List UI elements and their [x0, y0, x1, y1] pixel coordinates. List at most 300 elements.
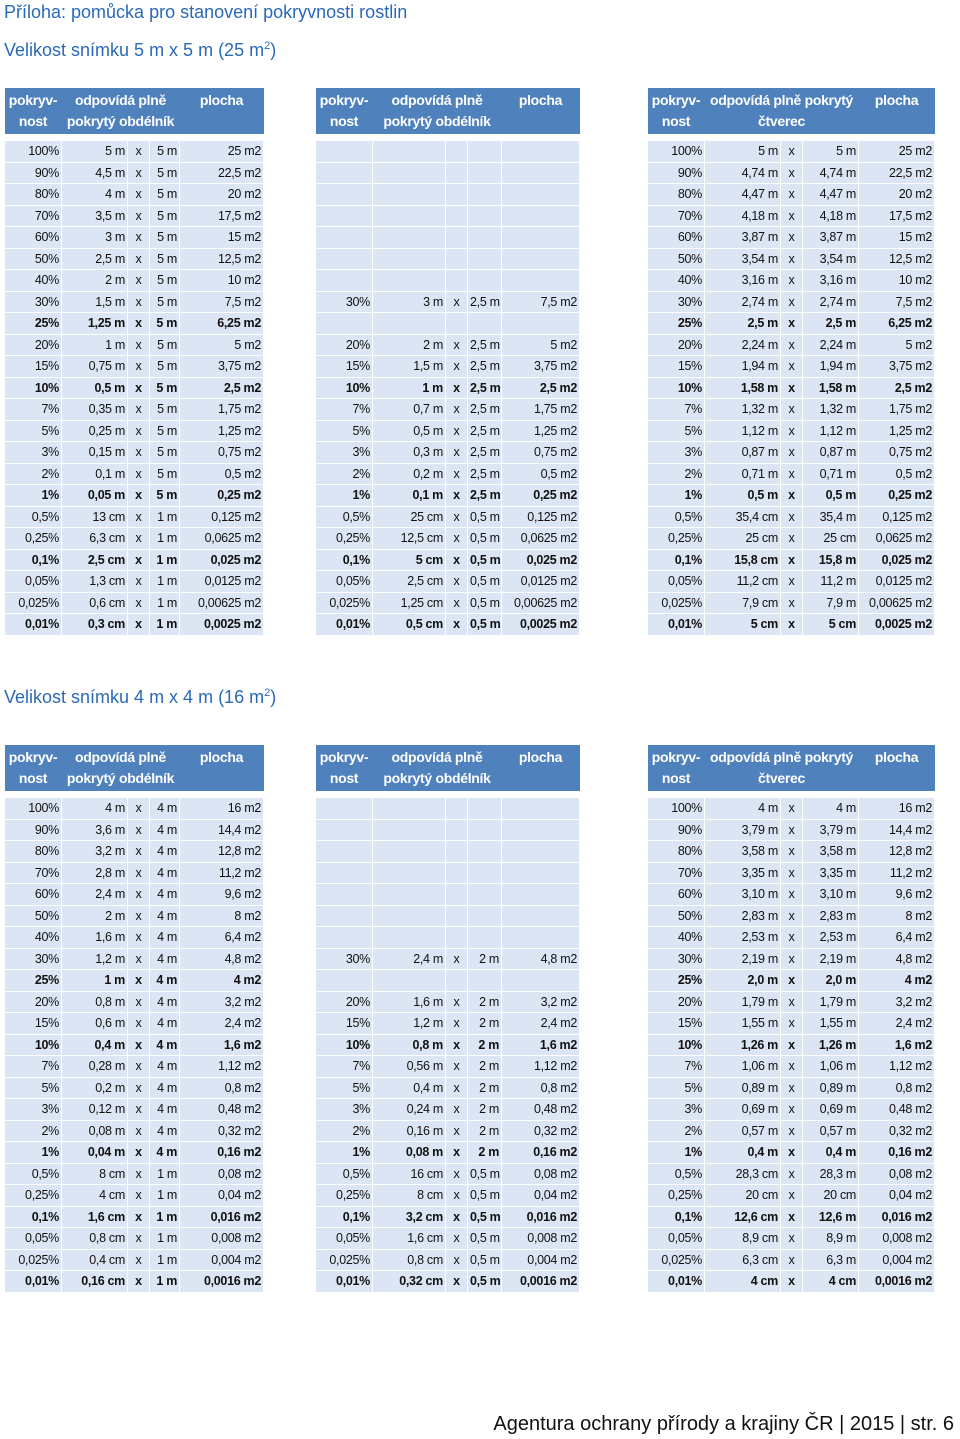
- cell-cover: 15%: [316, 356, 373, 378]
- cell-side-b: 1 m: [150, 1185, 180, 1207]
- coverage-table-1-2: [315, 88, 580, 636]
- cell-side-a: 0,87 m: [705, 442, 781, 464]
- table-row: [5, 184, 264, 206]
- cell-cover: 5%: [648, 1077, 705, 1099]
- table-row: [648, 205, 935, 227]
- cell-times: x: [781, 862, 803, 884]
- cell-side-b: 4 m: [150, 841, 180, 863]
- cell-times: x: [781, 970, 803, 992]
- table-row: [648, 227, 935, 249]
- table-row: [316, 1099, 580, 1121]
- header-cover: pokryv- nost: [648, 745, 705, 791]
- cell-times: x: [128, 442, 150, 464]
- cell-times: x: [781, 1249, 803, 1271]
- cell-side-b: 5 m: [150, 248, 180, 270]
- cell-side-a: [373, 227, 446, 249]
- table-row: [316, 819, 580, 841]
- cell-times: x: [128, 1271, 150, 1293]
- cell-cover: 2%: [316, 463, 373, 485]
- cell-side-a: 2,5 m: [705, 313, 781, 335]
- page-footer: Agentura ochrany přírody a krajiny ČR | 2015 | str. 6: [493, 1413, 954, 1435]
- cell-side-a: 2,83 m: [705, 905, 781, 927]
- cell-times: x: [781, 334, 803, 356]
- cell-area: 1,6 m2: [502, 1034, 580, 1056]
- cell-times: x: [781, 571, 803, 593]
- table-row: [648, 970, 935, 992]
- cell-area: 20 m2: [859, 184, 935, 206]
- cell-cover: 5%: [5, 1077, 62, 1099]
- cell-side-b: 25 cm: [803, 528, 859, 550]
- cell-side-a: 3,54 m: [705, 248, 781, 270]
- cell-cover: [316, 270, 373, 292]
- cell-area: 0,48 m2: [180, 1099, 264, 1121]
- cell-area: 1,25 m2: [180, 420, 264, 442]
- cell-times: [446, 927, 468, 949]
- cell-side-b: 0,69 m: [803, 1099, 859, 1121]
- cell-times: x: [446, 991, 468, 1013]
- cell-cover: 1%: [5, 1142, 62, 1164]
- table-row: [5, 1013, 264, 1035]
- cell-area: [502, 205, 580, 227]
- table-row: [316, 485, 580, 507]
- cell-area: 1,25 m2: [502, 420, 580, 442]
- cell-area: 2,4 m2: [859, 1013, 935, 1035]
- cell-times: x: [781, 1271, 803, 1293]
- cell-side-a: 1,94 m: [705, 356, 781, 378]
- cell-times: x: [781, 798, 803, 820]
- cell-side-a: 1,55 m: [705, 1013, 781, 1035]
- cell-area: 22,5 m2: [859, 162, 935, 184]
- cell-area: 1,12 m2: [859, 1056, 935, 1078]
- cell-cover: 15%: [648, 356, 705, 378]
- cell-times: x: [128, 248, 150, 270]
- cell-side-a: 4,47 m: [705, 184, 781, 206]
- section-title-5m: Velikost snímku 5 m x 5 m (25 $m^2$): [4, 40, 277, 60]
- cell-area: 20 m2: [180, 184, 264, 206]
- cell-times: x: [781, 1013, 803, 1035]
- cell-area: 5 m2: [502, 334, 580, 356]
- cell-side-b: 2,5 m: [468, 442, 502, 464]
- cell-times: x: [446, 1077, 468, 1099]
- cell-cover: 0,025%: [5, 1249, 62, 1271]
- cell-times: x: [446, 1034, 468, 1056]
- cell-side-b: 0,5 m: [468, 1163, 502, 1185]
- cell-cover: 30%: [648, 948, 705, 970]
- cell-cover: 20%: [316, 334, 373, 356]
- cell-side-b: 1 m: [150, 571, 180, 593]
- cell-side-a: 0,69 m: [705, 1099, 781, 1121]
- cell-side-a: 3,35 m: [705, 862, 781, 884]
- cell-side-a: 0,4 m: [705, 1142, 781, 1164]
- cell-side-a: 0,8 cm: [62, 1228, 128, 1250]
- cell-cover: [316, 184, 373, 206]
- cell-cover: [316, 884, 373, 906]
- cell-cover: 100%: [5, 141, 62, 163]
- table-row: [316, 248, 580, 270]
- cell-times: x: [128, 377, 150, 399]
- cell-cover: 0,025%: [648, 592, 705, 614]
- cell-side-a: 25 cm: [705, 528, 781, 550]
- table-row: [316, 1120, 580, 1142]
- table-row: [316, 841, 580, 863]
- cell-times: x: [781, 420, 803, 442]
- cell-side-b: [468, 884, 502, 906]
- cell-area: 0,016 m2: [859, 1206, 935, 1228]
- table-row: [5, 270, 264, 292]
- table-row: [648, 549, 935, 571]
- cell-side-b: 2,53 m: [803, 927, 859, 949]
- cell-times: x: [446, 463, 468, 485]
- cell-side-b: [468, 162, 502, 184]
- table-row: [316, 162, 580, 184]
- cell-times: x: [446, 528, 468, 550]
- cell-area: 2,4 m2: [180, 1013, 264, 1035]
- cell-side-b: 2,5 m: [803, 313, 859, 335]
- cell-cover: 7%: [648, 399, 705, 421]
- cell-cover: 0,1%: [5, 549, 62, 571]
- cell-cover: 80%: [5, 841, 62, 863]
- table-row: [5, 248, 264, 270]
- cell-times: [446, 270, 468, 292]
- cell-times: x: [781, 205, 803, 227]
- table-row: [316, 991, 580, 1013]
- table-row: [648, 1206, 935, 1228]
- cell-side-b: [468, 927, 502, 949]
- cell-times: x: [781, 442, 803, 464]
- cell-times: x: [128, 463, 150, 485]
- cell-side-b: 4 m: [150, 927, 180, 949]
- cell-side-b: 0,5 m: [468, 592, 502, 614]
- cell-side-a: 5 cm: [705, 614, 781, 636]
- cell-area: 0,025 m2: [859, 549, 935, 571]
- header-rect: odpovídá plně pokrytý obdélník: [62, 88, 180, 134]
- cell-side-a: 13 cm: [62, 506, 128, 528]
- cell-side-b: 3,35 m: [803, 862, 859, 884]
- cell-area: 4,8 m2: [859, 948, 935, 970]
- cell-side-b: 0,5 m: [468, 528, 502, 550]
- cell-cover: [316, 313, 373, 335]
- cell-area: 14,4 m2: [180, 819, 264, 841]
- cell-cover: 1%: [316, 485, 373, 507]
- cell-side-a: 0,28 m: [62, 1056, 128, 1078]
- cell-side-a: 2,5 m: [62, 248, 128, 270]
- cell-cover: 60%: [5, 227, 62, 249]
- cell-times: x: [446, 948, 468, 970]
- cell-cover: 0,5%: [648, 506, 705, 528]
- cell-times: [446, 905, 468, 927]
- cell-times: x: [781, 1099, 803, 1121]
- cell-side-a: 0,7 m: [373, 399, 446, 421]
- cell-cover: 0,5%: [5, 1163, 62, 1185]
- cell-times: x: [446, 1206, 468, 1228]
- cell-side-a: 0,89 m: [705, 1077, 781, 1099]
- cell-area: 0,00625 m2: [180, 592, 264, 614]
- cell-side-b: 3,79 m: [803, 819, 859, 841]
- cell-side-a: 0,1 m: [373, 485, 446, 507]
- cell-side-b: 4 m: [150, 948, 180, 970]
- cell-cover: 3%: [316, 442, 373, 464]
- cell-side-b: 6,3 m: [803, 1249, 859, 1271]
- cell-times: x: [781, 1142, 803, 1164]
- cell-cover: 0,1%: [316, 549, 373, 571]
- cell-side-b: 5 cm: [803, 614, 859, 636]
- cell-side-b: 5 m: [150, 184, 180, 206]
- table-row: [316, 970, 580, 992]
- cell-side-b: 4,47 m: [803, 184, 859, 206]
- cell-cover: 10%: [316, 1034, 373, 1056]
- cell-times: x: [128, 1249, 150, 1271]
- cell-times: x: [128, 1120, 150, 1142]
- table-row: [648, 313, 935, 335]
- cell-side-a: 16 cm: [373, 1163, 446, 1185]
- cell-area: 6,4 m2: [859, 927, 935, 949]
- cell-area: 5 m2: [180, 334, 264, 356]
- header-square: odpovídá plně pokrytý čtverec: [705, 745, 859, 791]
- cell-times: [446, 819, 468, 841]
- header-cover: pokryv- nost: [316, 88, 373, 134]
- cell-side-a: 4 m: [705, 798, 781, 820]
- table-row: [316, 463, 580, 485]
- cell-side-b: 2 m: [468, 991, 502, 1013]
- cell-area: 0,004 m2: [502, 1249, 580, 1271]
- cell-side-a: 11,2 cm: [705, 571, 781, 593]
- cell-side-b: 0,5 m: [468, 1249, 502, 1271]
- cell-area: 0,008 m2: [502, 1228, 580, 1250]
- table-row: [648, 927, 935, 949]
- cell-cover: 10%: [648, 1034, 705, 1056]
- cell-side-b: 2,5 m: [468, 291, 502, 313]
- cell-side-b: [468, 184, 502, 206]
- cell-times: x: [446, 485, 468, 507]
- cell-side-b: 12,6 m: [803, 1206, 859, 1228]
- cell-cover: 0,025%: [648, 1249, 705, 1271]
- cell-cover: 90%: [5, 162, 62, 184]
- table-row: [316, 442, 580, 464]
- table-row: [648, 184, 935, 206]
- cell-cover: 50%: [5, 905, 62, 927]
- cell-side-b: [468, 905, 502, 927]
- cell-side-a: 3,2 cm: [373, 1206, 446, 1228]
- table-row: [648, 1077, 935, 1099]
- cell-side-b: [468, 141, 502, 163]
- cell-side-b: 1 m: [150, 592, 180, 614]
- cell-side-b: 2,5 m: [468, 356, 502, 378]
- table-row: [648, 356, 935, 378]
- table-row: [316, 506, 580, 528]
- cell-times: x: [128, 227, 150, 249]
- cell-side-b: 5 m: [150, 356, 180, 378]
- cell-area: 0,25 m2: [180, 485, 264, 507]
- cell-area: 7,5 m2: [859, 291, 935, 313]
- cell-side-a: [373, 841, 446, 863]
- table-row: [316, 270, 580, 292]
- cell-times: x: [446, 356, 468, 378]
- cell-side-b: 5 m: [150, 442, 180, 464]
- cell-side-b: 1,58 m: [803, 377, 859, 399]
- cell-area: [502, 184, 580, 206]
- cell-times: [446, 205, 468, 227]
- table-row: [316, 927, 580, 949]
- cell-times: x: [781, 377, 803, 399]
- table-row: [648, 1228, 935, 1250]
- cell-times: x: [128, 819, 150, 841]
- cell-side-a: [373, 248, 446, 270]
- cell-cover: 2%: [5, 1120, 62, 1142]
- cell-times: [446, 841, 468, 863]
- cell-cover: 20%: [316, 991, 373, 1013]
- cell-side-a: [373, 862, 446, 884]
- cell-side-b: 2,5 m: [468, 420, 502, 442]
- cell-side-a: 2,4 m: [62, 884, 128, 906]
- table-row: [5, 377, 264, 399]
- cell-area: 1,12 m2: [180, 1056, 264, 1078]
- table-row: [5, 991, 264, 1013]
- cell-area: 11,2 m2: [859, 862, 935, 884]
- table-row: [316, 905, 580, 927]
- table-row: [316, 1077, 580, 1099]
- cell-side-a: 1,2 m: [373, 1013, 446, 1035]
- cell-side-b: 1,55 m: [803, 1013, 859, 1035]
- section-title-4m: Velikost snímku 4 m x 4 m (16 $m^2$): [4, 687, 277, 707]
- cell-area: [502, 927, 580, 949]
- cell-side-a: 1 m: [62, 970, 128, 992]
- cell-times: x: [781, 356, 803, 378]
- cell-side-b: 5 m: [150, 334, 180, 356]
- cell-area: 0,48 m2: [502, 1099, 580, 1121]
- cell-side-b: 1 m: [150, 614, 180, 636]
- coverage-table-2-1: [4, 745, 264, 1293]
- cell-times: x: [781, 1034, 803, 1056]
- cell-area: 0,32 m2: [859, 1120, 935, 1142]
- cell-side-a: 0,6 m: [62, 1013, 128, 1035]
- cell-area: 1,12 m2: [502, 1056, 580, 1078]
- cell-cover: 0,25%: [5, 1185, 62, 1207]
- cell-area: 0,75 m2: [502, 442, 580, 464]
- cell-area: 0,5 m2: [180, 463, 264, 485]
- cell-side-b: 5 m: [150, 270, 180, 292]
- cell-cover: 1%: [648, 1142, 705, 1164]
- cell-side-a: 4 m: [62, 184, 128, 206]
- cell-cover: 7%: [316, 1056, 373, 1078]
- cell-cover: 20%: [648, 991, 705, 1013]
- cell-side-b: 20 cm: [803, 1185, 859, 1207]
- table-row: [648, 1271, 935, 1293]
- cell-area: 0,0125 m2: [502, 571, 580, 593]
- cell-side-a: 0,25 m: [62, 420, 128, 442]
- cell-side-b: 1,79 m: [803, 991, 859, 1013]
- cell-area: 0,0125 m2: [859, 571, 935, 593]
- cell-times: [446, 227, 468, 249]
- cell-area: [502, 141, 580, 163]
- cell-times: x: [446, 1099, 468, 1121]
- table-row: [648, 905, 935, 927]
- cell-area: 0,0025 m2: [180, 614, 264, 636]
- cell-times: x: [128, 549, 150, 571]
- table-row: [5, 1034, 264, 1056]
- cell-side-b: 1,26 m: [803, 1034, 859, 1056]
- cell-times: x: [128, 205, 150, 227]
- cell-times: x: [781, 162, 803, 184]
- cell-cover: 100%: [5, 798, 62, 820]
- cell-area: 1,6 m2: [180, 1034, 264, 1056]
- cell-times: x: [781, 485, 803, 507]
- cell-side-a: 0,5 m: [373, 420, 446, 442]
- cell-side-b: 1,12 m: [803, 420, 859, 442]
- cell-times: x: [781, 592, 803, 614]
- table-row: [5, 905, 264, 927]
- cell-cover: 0,01%: [648, 614, 705, 636]
- cell-side-a: 0,3 m: [373, 442, 446, 464]
- cell-side-a: 2 m: [62, 270, 128, 292]
- cell-area: 4 m2: [180, 970, 264, 992]
- cell-times: x: [781, 248, 803, 270]
- cell-area: 0,25 m2: [502, 485, 580, 507]
- cell-side-a: 0,71 m: [705, 463, 781, 485]
- cell-side-b: 2 m: [468, 1056, 502, 1078]
- cell-side-b: 15,8 m: [803, 549, 859, 571]
- cell-area: [502, 862, 580, 884]
- table-row: [316, 227, 580, 249]
- cell-side-b: 5 m: [150, 485, 180, 507]
- cell-cover: 10%: [5, 377, 62, 399]
- table-row: [5, 485, 264, 507]
- cell-cover: 3%: [316, 1099, 373, 1121]
- cell-side-a: 35,4 cm: [705, 506, 781, 528]
- cell-cover: 0,1%: [648, 549, 705, 571]
- cell-side-b: 4 m: [150, 819, 180, 841]
- cell-cover: 7%: [5, 399, 62, 421]
- cell-times: x: [128, 162, 150, 184]
- cell-times: x: [128, 420, 150, 442]
- cell-area: 1,25 m2: [859, 420, 935, 442]
- cell-cover: 50%: [648, 905, 705, 927]
- cell-side-a: 4,18 m: [705, 205, 781, 227]
- cell-side-b: 4,18 m: [803, 205, 859, 227]
- cell-side-a: 2,24 m: [705, 334, 781, 356]
- cell-cover: 1%: [648, 485, 705, 507]
- cell-area: 0,16 m2: [180, 1142, 264, 1164]
- cell-area: 0,016 m2: [180, 1206, 264, 1228]
- table-row: [316, 948, 580, 970]
- cell-area: 0,00625 m2: [859, 592, 935, 614]
- cell-area: 10 m2: [180, 270, 264, 292]
- cell-times: x: [781, 270, 803, 292]
- cell-times: x: [128, 1099, 150, 1121]
- header-area: plocha: [502, 88, 580, 134]
- cell-cover: [316, 841, 373, 863]
- cell-times: x: [446, 1142, 468, 1164]
- cell-side-b: 11,2 m: [803, 571, 859, 593]
- cell-area: 0,08 m2: [502, 1163, 580, 1185]
- table-header-row: [648, 88, 935, 134]
- cell-side-a: [373, 184, 446, 206]
- cell-side-b: 35,4 m: [803, 506, 859, 528]
- cell-side-b: 2 m: [468, 1034, 502, 1056]
- cell-side-b: [468, 862, 502, 884]
- table-row: [5, 1271, 264, 1293]
- table-row: [316, 571, 580, 593]
- cell-side-a: 0,4 m: [62, 1034, 128, 1056]
- cell-cover: 25%: [648, 970, 705, 992]
- cell-times: x: [446, 549, 468, 571]
- cell-area: [502, 819, 580, 841]
- cell-times: x: [446, 420, 468, 442]
- table-row: [5, 442, 264, 464]
- cell-side-a: 0,5 m: [62, 377, 128, 399]
- cell-cover: 0,5%: [5, 506, 62, 528]
- cell-times: x: [128, 506, 150, 528]
- header-area: plocha: [859, 88, 935, 134]
